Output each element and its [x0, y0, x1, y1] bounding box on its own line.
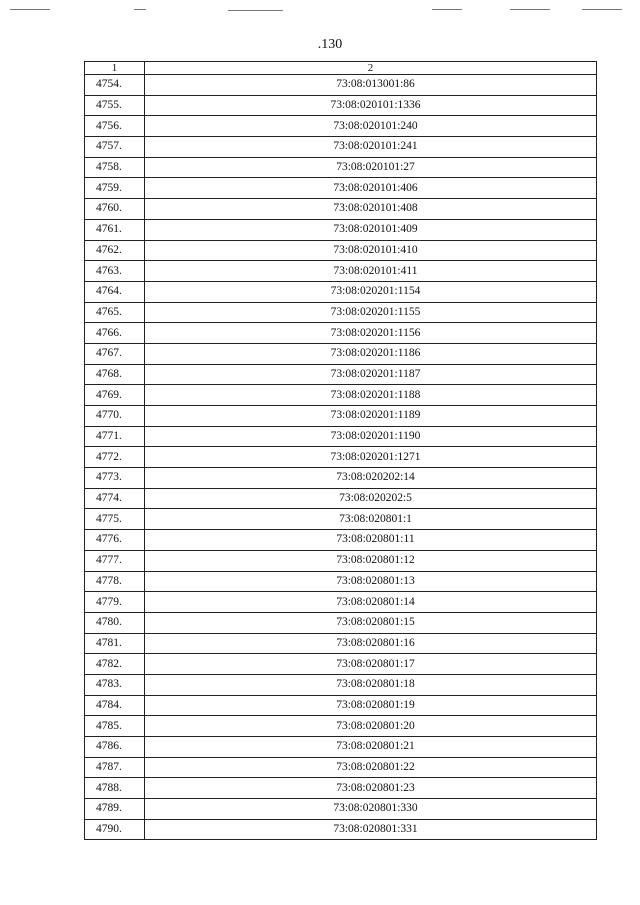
cadastral-number: 73:08:020801:18: [145, 674, 597, 695]
row-number: 4772.: [85, 447, 145, 468]
cadastral-number: 73:08:020201:1155: [145, 302, 597, 323]
row-number: 4775.: [85, 509, 145, 530]
table-row: [85, 571, 597, 592]
table-row: [85, 406, 597, 427]
cadastral-number: 73:08:020801:330: [145, 799, 597, 820]
cadastral-number: 73:08:020101:241: [145, 137, 597, 158]
cadastral-number: 73:08:020801:19: [145, 695, 597, 716]
table-row: [85, 819, 597, 840]
table-row: [85, 757, 597, 778]
row-number: 4758.: [85, 157, 145, 178]
cadastral-number: 73:08:020201:1188: [145, 385, 597, 406]
cadastral-number: 73:08:020801:14: [145, 592, 597, 613]
cadastral-number: 73:08:020801:13: [145, 571, 597, 592]
cadastral-number: 73:08:020801:331: [145, 819, 597, 840]
row-number: 4787.: [85, 757, 145, 778]
row-number: 4757.: [85, 137, 145, 158]
row-number: 4777.: [85, 550, 145, 571]
row-number: 4786.: [85, 737, 145, 758]
cadastral-number: 73:08:020801:11: [145, 530, 597, 551]
row-number: 4761.: [85, 219, 145, 240]
table-header-row: [85, 62, 597, 75]
row-number: 4764.: [85, 281, 145, 302]
cadastral-number: 73:08:020101:411: [145, 261, 597, 282]
cadastral-number: 73:08:020801:15: [145, 612, 597, 633]
cadastral-number: 73:08:020201:1271: [145, 447, 597, 468]
cadastral-number: 73:08:020801:23: [145, 778, 597, 799]
cadastral-table: [84, 61, 597, 840]
table-row: [85, 116, 597, 137]
cadastral-number: 73:08:020101:27: [145, 157, 597, 178]
table-row: [85, 157, 597, 178]
row-number: 4779.: [85, 592, 145, 613]
cadastral-number: 73:08:020201:1189: [145, 406, 597, 427]
table-row: [85, 612, 597, 633]
cadastral-number: 73:08:020801:22: [145, 757, 597, 778]
table-row: [85, 530, 597, 551]
row-number: 4778.: [85, 571, 145, 592]
row-number: 4766.: [85, 323, 145, 344]
scan-artifact: [432, 9, 462, 10]
table-row: [85, 323, 597, 344]
row-number: 4790.: [85, 819, 145, 840]
row-number: 4771.: [85, 426, 145, 447]
cadastral-number: 73:08:020101:410: [145, 240, 597, 261]
table-row: [85, 509, 597, 530]
column-header-1: 1: [85, 62, 145, 75]
column-header-2: 2: [145, 62, 597, 75]
table-row: [85, 385, 597, 406]
row-number: 4784.: [85, 695, 145, 716]
table-row: [85, 426, 597, 447]
row-number: 4770.: [85, 406, 145, 427]
row-number: 4781.: [85, 633, 145, 654]
cadastral-number: 73:08:020801:21: [145, 737, 597, 758]
table-row: [85, 261, 597, 282]
table-row: [85, 654, 597, 675]
table-row: [85, 240, 597, 261]
table-row: [85, 95, 597, 116]
cadastral-number: 73:08:013001:86: [145, 75, 597, 96]
row-number: 4773.: [85, 468, 145, 489]
table-row: [85, 219, 597, 240]
row-number: 4788.: [85, 778, 145, 799]
row-number: 4768.: [85, 364, 145, 385]
table-row: [85, 302, 597, 323]
table-row: [85, 799, 597, 820]
cadastral-number: 73:08:020801:20: [145, 716, 597, 737]
row-number: 4763.: [85, 261, 145, 282]
cadastral-number: 73:08:020101:409: [145, 219, 597, 240]
cadastral-number: 73:08:020801:16: [145, 633, 597, 654]
table-row: [85, 468, 597, 489]
table-row: [85, 674, 597, 695]
table-row: [85, 778, 597, 799]
table-row: [85, 281, 597, 302]
table-row: [85, 447, 597, 468]
row-number: 4782.: [85, 654, 145, 675]
row-number: 4780.: [85, 612, 145, 633]
table-row: [85, 488, 597, 509]
row-number: 4785.: [85, 716, 145, 737]
table-row: [85, 695, 597, 716]
cadastral-number: 73:08:020801:12: [145, 550, 597, 571]
table-row: [85, 343, 597, 364]
cadastral-number: 73:08:020201:1186: [145, 343, 597, 364]
row-number: 4756.: [85, 116, 145, 137]
row-number: 4765.: [85, 302, 145, 323]
scan-artifact: [510, 9, 550, 10]
table-row: [85, 592, 597, 613]
row-number: 4769.: [85, 385, 145, 406]
scan-artifact: [582, 9, 622, 10]
cadastral-number: 73:08:020101:408: [145, 199, 597, 220]
table-row: [85, 75, 597, 96]
cadastral-number: 73:08:020101:406: [145, 178, 597, 199]
cadastral-number: 73:08:020801:1: [145, 509, 597, 530]
table-row: [85, 550, 597, 571]
scan-artifact: [10, 9, 50, 10]
row-number: 4754.: [85, 75, 145, 96]
row-number: 4774.: [85, 488, 145, 509]
cadastral-number: 73:08:020201:1187: [145, 364, 597, 385]
scan-artifact: [134, 9, 146, 10]
cadastral-number: 73:08:020101:1336: [145, 95, 597, 116]
table-row: [85, 178, 597, 199]
row-number: 4776.: [85, 530, 145, 551]
cadastral-number: 73:08:020801:17: [145, 654, 597, 675]
row-number: 4762.: [85, 240, 145, 261]
cadastral-number: 73:08:020201:1156: [145, 323, 597, 344]
row-number: 4767.: [85, 343, 145, 364]
table-row: [85, 364, 597, 385]
table-row: [85, 737, 597, 758]
table-row: [85, 716, 597, 737]
table-row: [85, 137, 597, 158]
page-number: .130: [317, 37, 343, 52]
cadastral-number: 73:08:020101:240: [145, 116, 597, 137]
table-row: [85, 199, 597, 220]
row-number: 4783.: [85, 674, 145, 695]
cadastral-number: 73:08:020202:14: [145, 468, 597, 489]
row-number: 4789.: [85, 799, 145, 820]
cadastral-number: 73:08:020201:1154: [145, 281, 597, 302]
cadastral-number: 73:08:020201:1190: [145, 426, 597, 447]
row-number: 4760.: [85, 199, 145, 220]
scan-artifact: [228, 10, 283, 11]
table-row: [85, 633, 597, 654]
cadastral-number: 73:08:020202:5: [145, 488, 597, 509]
row-number: 4759.: [85, 178, 145, 199]
row-number: 4755.: [85, 95, 145, 116]
